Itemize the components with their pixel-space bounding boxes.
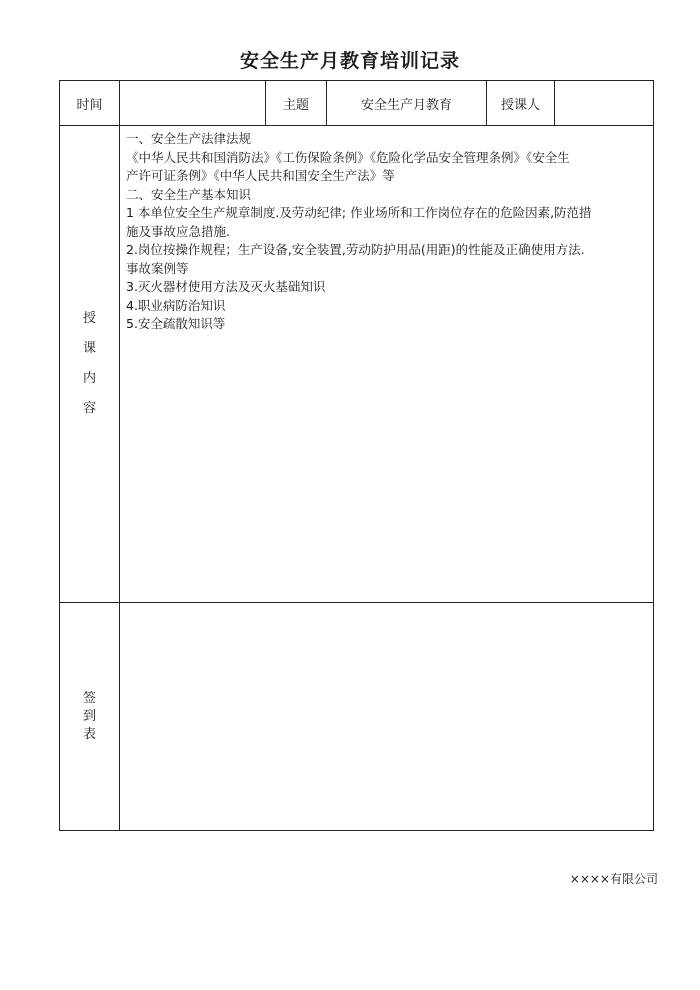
sign-label-char: 表 xyxy=(82,726,96,742)
content-line: 二、安全生产基本知识 xyxy=(126,186,252,202)
topic-label: 主题 xyxy=(266,81,327,126)
content-line: 施及事故应急措施. xyxy=(126,223,230,239)
content-section-label xyxy=(60,126,120,603)
content-line: 《中华人民共和国消防法》《工伤保险条例》《危险化学品安全管理条例》《安全生 xyxy=(126,149,570,165)
sign-row xyxy=(60,603,654,831)
sign-label-char: 签 xyxy=(82,690,96,706)
content-label-char: 授 xyxy=(82,311,96,326)
content-label-char: 容 xyxy=(82,401,96,416)
topic-value-cell[interactable]: 安全生产月教育 xyxy=(327,81,487,126)
lesson-content-cell[interactable] xyxy=(120,126,654,603)
sign-label-char: 到 xyxy=(82,708,96,724)
sign-in-cell[interactable] xyxy=(120,603,654,831)
training-record-table xyxy=(59,80,654,831)
content-row xyxy=(60,126,654,603)
content-label-char: 课 xyxy=(82,341,96,356)
lecturer-label: 授课人 xyxy=(487,81,555,126)
content-line: 5.安全疏散知识等 xyxy=(126,316,226,331)
content-line: 4.职业病防治知识 xyxy=(126,297,226,313)
content-line: 事故案例等 xyxy=(126,260,189,276)
content-line: 3.灭火器材使用方法及灭火基础知识 xyxy=(126,279,326,294)
time-value-cell[interactable] xyxy=(120,81,266,126)
content-label-char: 内 xyxy=(82,371,96,386)
company-name: ××××有限公司 xyxy=(569,872,658,886)
lecturer-value-cell[interactable] xyxy=(555,81,654,126)
content-line: 一、安全生产法律法规 xyxy=(126,131,252,146)
content-line: 2.岗位按操作规程；生产设备,安全装置,劳动防护用品(用距)的性能及正确使用方法. xyxy=(126,242,585,257)
header-row xyxy=(60,81,654,126)
content-line: 产许可证条例》《中华人民共和国安全生产法》等 xyxy=(126,168,395,183)
sign-section-label xyxy=(60,603,120,831)
document-title: 安全生产月教育培训记录 xyxy=(239,50,460,72)
time-label: 时间 xyxy=(60,81,120,126)
content-line: 1 本单位安全生产规章制度.及劳动纪律; 作业场所和工作岗位存在的危险因素,防范措 xyxy=(126,205,592,220)
